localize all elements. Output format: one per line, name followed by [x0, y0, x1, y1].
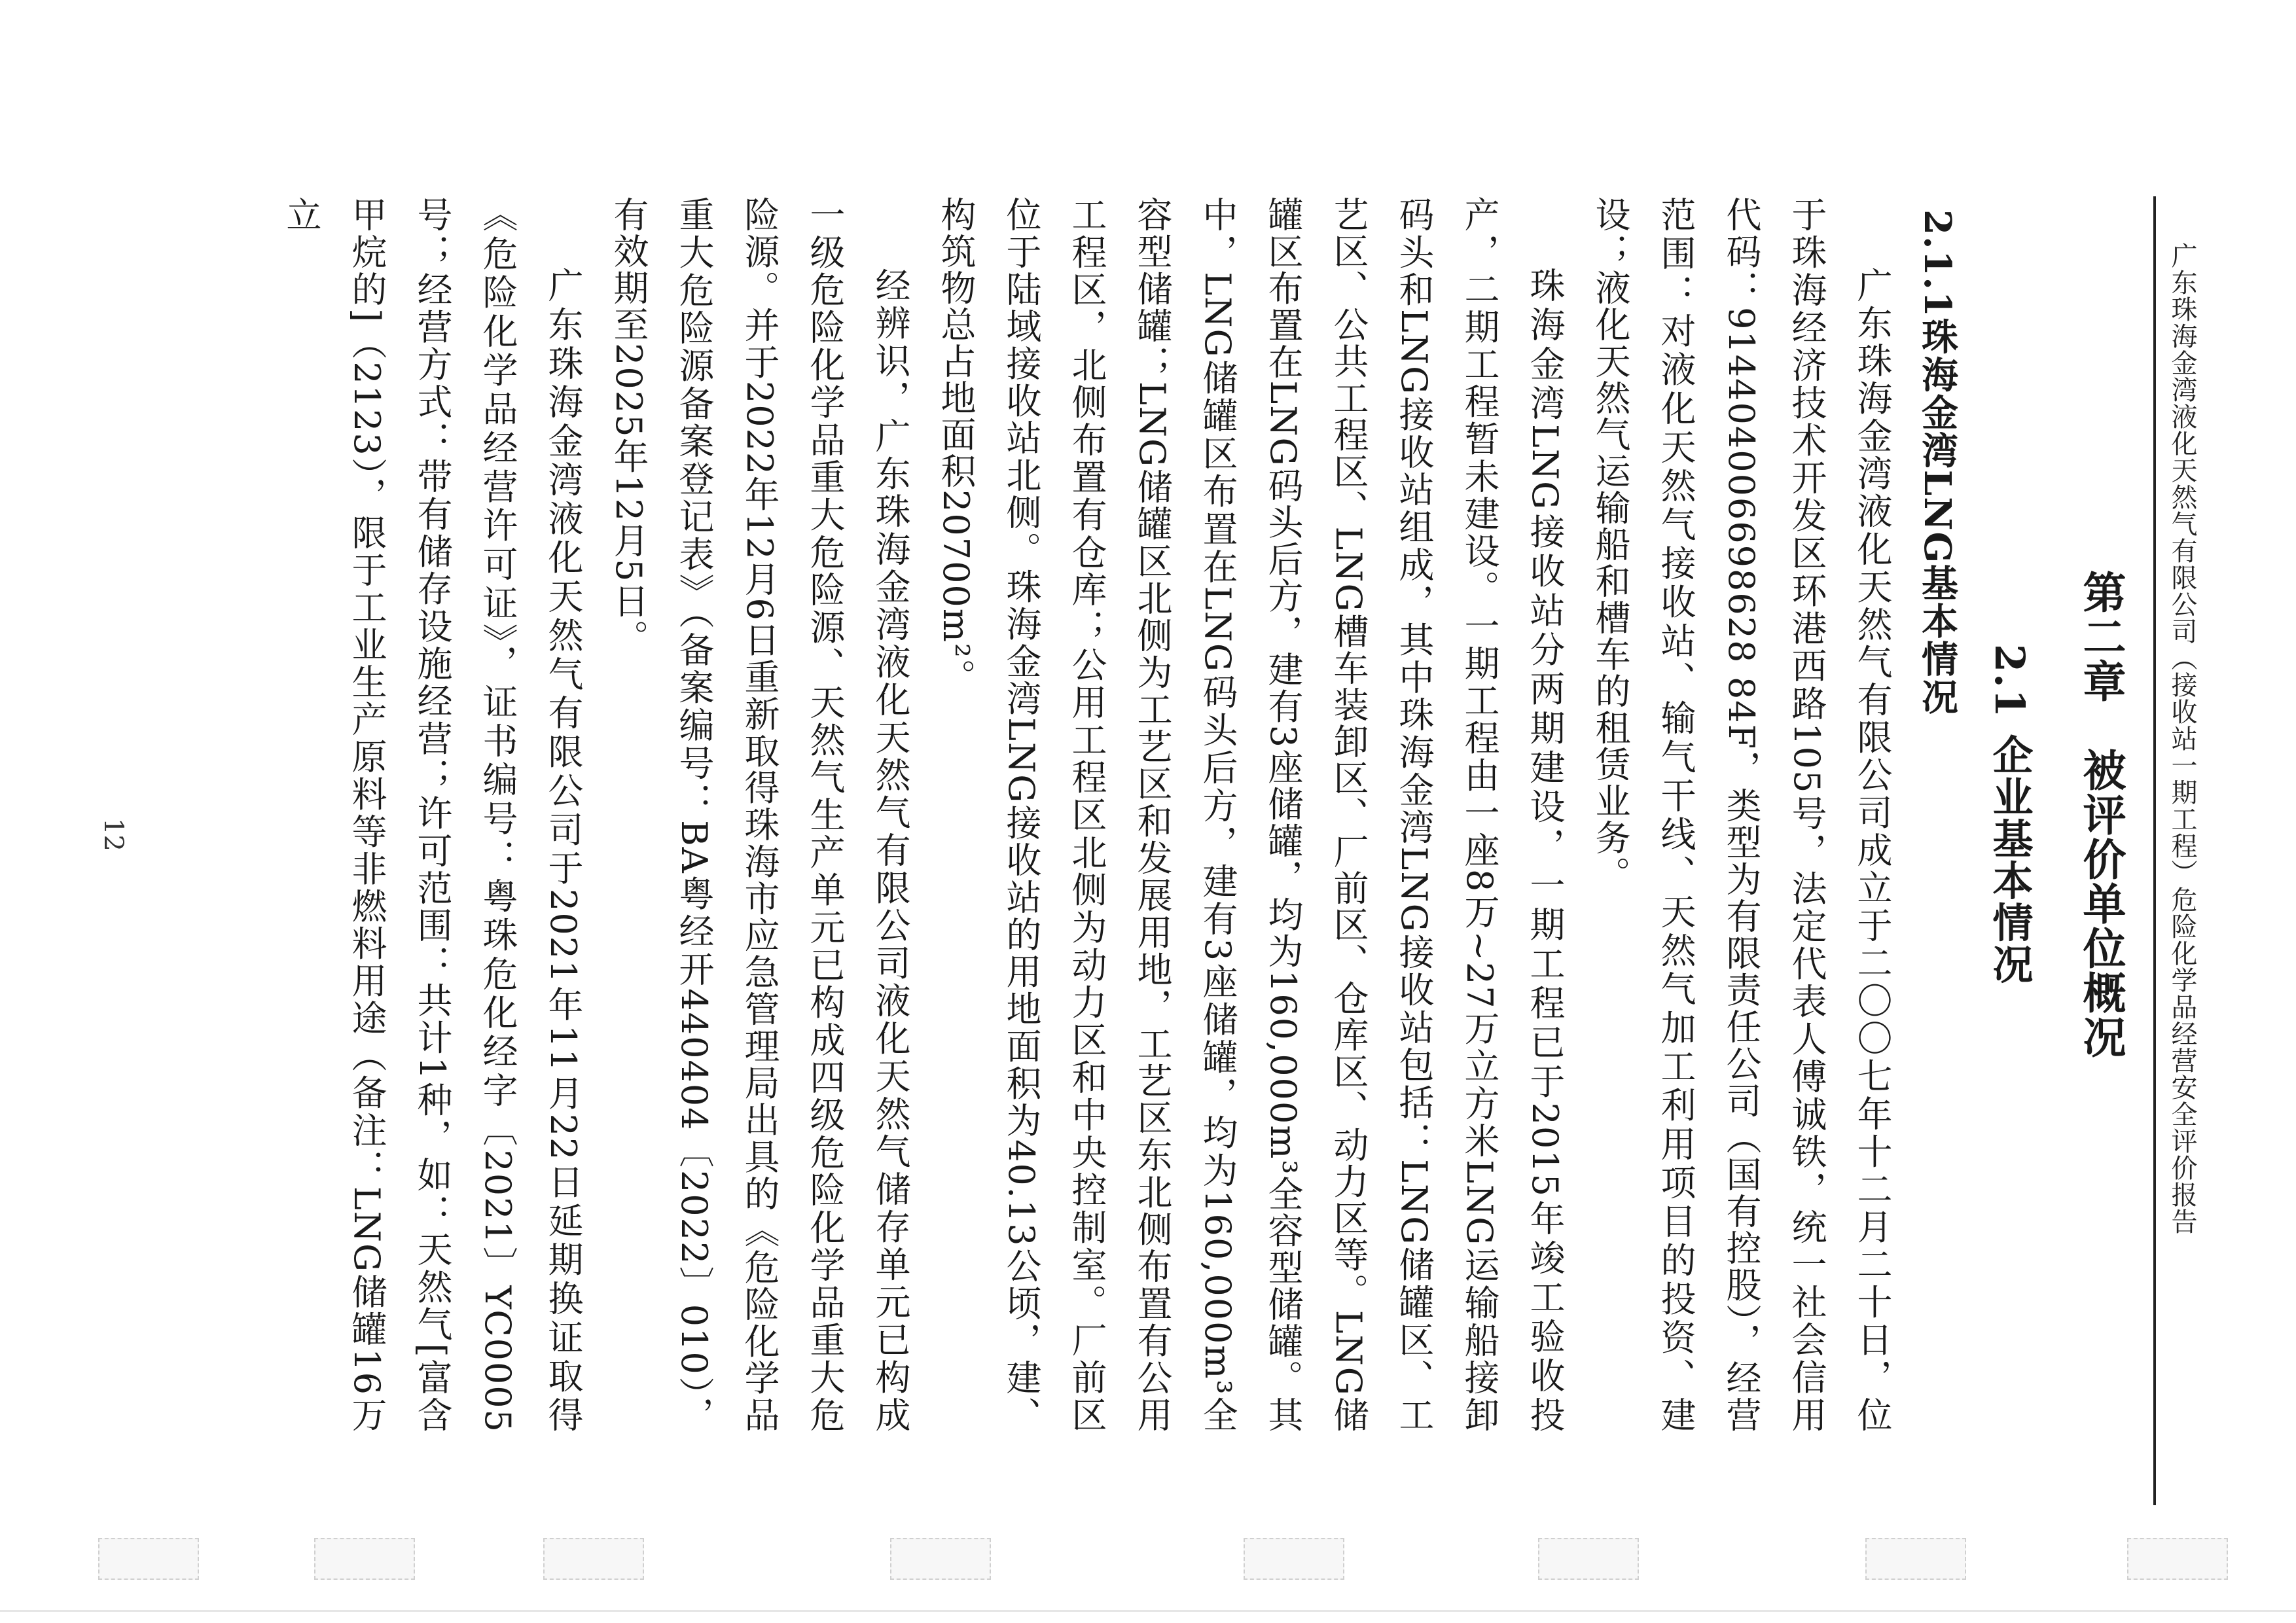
paragraph-hazard-identification: 经辨识，广东珠海金湾液化天然气有限公司液化天然气储存单元已构成一级危险化学品重大危险源、天然气生产单元已构成四级危险化学品重大危险源。并于2022年12月6日重新取得珠海市应急管理局出具的《危险化学品重大危险源备案登记表》（备案编号：BA粤经开440404〔2022〕010），有效期至2025年12月5日。 [608, 196, 911, 1433]
scan-mark [543, 1538, 644, 1580]
paragraph-terminal-layout: 珠海金湾LNG接收站分两期建设，一期工程已于2015年竣工验收投产，二期工程暂未建设。一期工程由一座8万~27万立方米LNG运输船接卸码头和LNG接收站组成，其中珠海金湾LNG接收站包括：LNG储罐区、工艺区、公共工程区、LNG槽车装卸区、厂前区、仓库区、动力区等。LNG储罐区布置在LNG码头后方，建有3座储罐，均为160,000m³全容型储罐。其中，LNG储罐区布置在LNG码头后方，建有3座储罐，均为160,000m³全容型储罐；LNG储罐区北侧为工艺区和发展用地，工艺区东北侧布置有公用工程区，北侧布置有仓库；公用工程区北侧为动力区和中央控制室。厂前区位于陆域接收站北侧。珠海金湾LNG接收站的用地面积为40.13公顷，建、构筑物总占地面积20700m²。 [935, 196, 1566, 1433]
bottom-rule [0, 1610, 2296, 1612]
page-number: 12 [98, 818, 128, 851]
scan-mark [890, 1538, 991, 1580]
subsection-title: 2.1.1珠海金湾LNG基本情况 [1916, 209, 1959, 717]
scan-mark [1865, 1538, 1966, 1580]
chapter-title: 第二章 被评价单位概况 [2075, 570, 2126, 1060]
scan-mark [98, 1538, 199, 1580]
paragraph-operating-license: 广东珠海金湾液化天然气有限公司于2021年11月22日延期换证取得《危险化学品经营许可证》，证书编号：粤珠危化经字〔2021〕YC0005号；经营方式：带有储存设施经营；许可范围：共计1种，如：天然气[富含甲烷的]（2123），限于工业生产原料等非燃料用途（备注：LNG储罐16万立 [281, 196, 584, 1433]
scan-mark [2127, 1538, 2228, 1580]
report-header: 广东珠海金湾液化天然气有限公司（接收站一期工程）危险化学品经营安全评价报告 [2167, 242, 2197, 1235]
scan-mark [1538, 1538, 1639, 1580]
paragraph-company-info: 广东珠海金湾液化天然气有限公司成立于二〇〇七年十二月二十日，位于珠海经济技术开发区环港西路105号，法定代表人傅诚铁，统一社会信用代码：914404006698628 84F，类型为有限责任公司（国有控股），经营范围：对液化天然气接收站、输气干线、天然气加工利用项目的投资、建设；液化天然气运输船和槽车的租赁业务。 [1590, 196, 1893, 1433]
section-title: 2.1 企业基本情况 [1986, 644, 2034, 986]
scan-mark [1244, 1538, 1344, 1580]
page-body [177, 196, 2134, 1433]
header-rule [2153, 196, 2156, 1505]
scan-mark [314, 1538, 415, 1580]
